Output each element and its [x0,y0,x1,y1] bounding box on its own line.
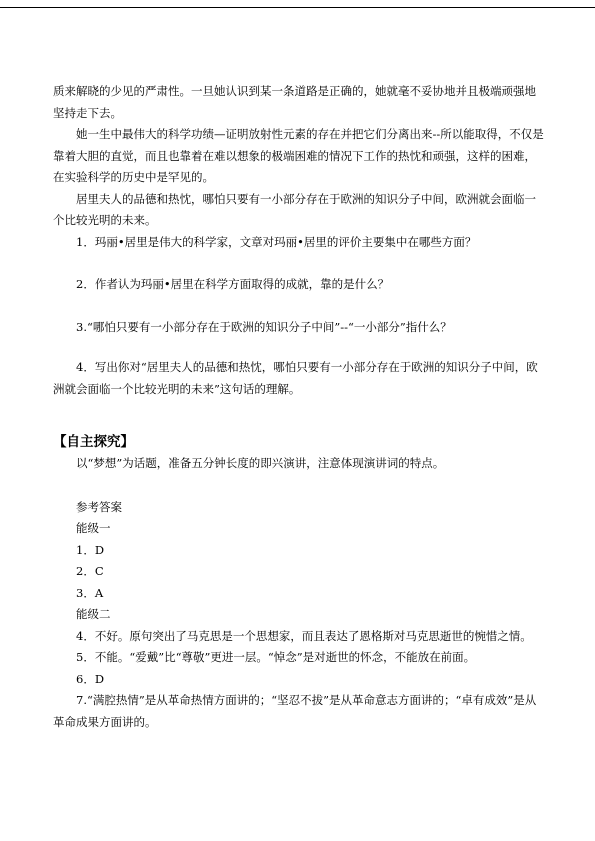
answers-level-1: 能级一 [76,521,111,535]
answer-6: 6．D [76,671,105,686]
question-4: 4．写出你对“居里夫人的品德和热忱，哪怕只要有一小部分存在于欧洲的知识分子中间，欧洲就会面临一个比较光明的未来”这句话的理解。 [53,360,538,396]
passage-paragraph-2: 她一生中最伟大的科学功绩—证明放射性元素的存在并把它们分离出来--所以能取得，不仅是靠着大胆的直觉，而且也靠着在难以想象的极端困难的情况下工作的热忱和顽强，这样的困难，在实验科学的历史中是罕见的。 [53,127,544,184]
answer-1: 1．D [76,542,105,557]
question-1: 1．玛丽•居里是伟大的科学家，文章对玛丽•居里的评价主要集中在哪些方面？ [76,234,477,249]
answers-title: 参考答案 [76,499,122,514]
section-heading: 【自主探究】 [53,434,134,450]
question-3: 3.“哪怕只要有一小部分存在于欧洲的知识分子中间”--“一小部分”指什么？ [76,319,452,334]
answer-5: 5．不能。“爱戴”比“尊敬”更进一层。“悼念”是对逝世的怀念，不能放在前面。 [76,650,476,664]
answer-7: 7.“满腔热情”是从革命热情方面讲的；“坚忍不拔”是从革命意志方面讲的；“卓有成效”是从革命成果方面讲的。 [53,693,537,729]
passage-paragraph-1: 质来解晓的少见的严肃性。一旦她认识到某一条道路是正确的，她就毫不妥协地并且极端顽强地坚持走下去。 [53,84,536,120]
question-2: 2．作者认为玛丽•居里在科学方面取得的成就，靠的是什么？ [76,277,390,291]
answer-2: 2．C [76,564,104,578]
answer-3: 3．A [76,585,104,600]
passage-paragraph-3: 居里夫人的品德和热忱，哪怕只要有一小部分存在于欧洲的知识分子中间，欧洲就会面临一个比较光明的未来。 [53,191,536,227]
answer-4: 4．不好。原句突出了马克思是一个思想家，而且表达了恩格斯对马克思逝世的惋惜之情。 [76,628,532,643]
section-prompt: 以“梦想”为话题，准备五分钟长度的即兴演讲，注意体现演讲词的特点。 [76,456,445,470]
header-rule [0,7,595,8]
answers-level-2: 能级二 [76,607,111,621]
document-body [53,81,547,733]
